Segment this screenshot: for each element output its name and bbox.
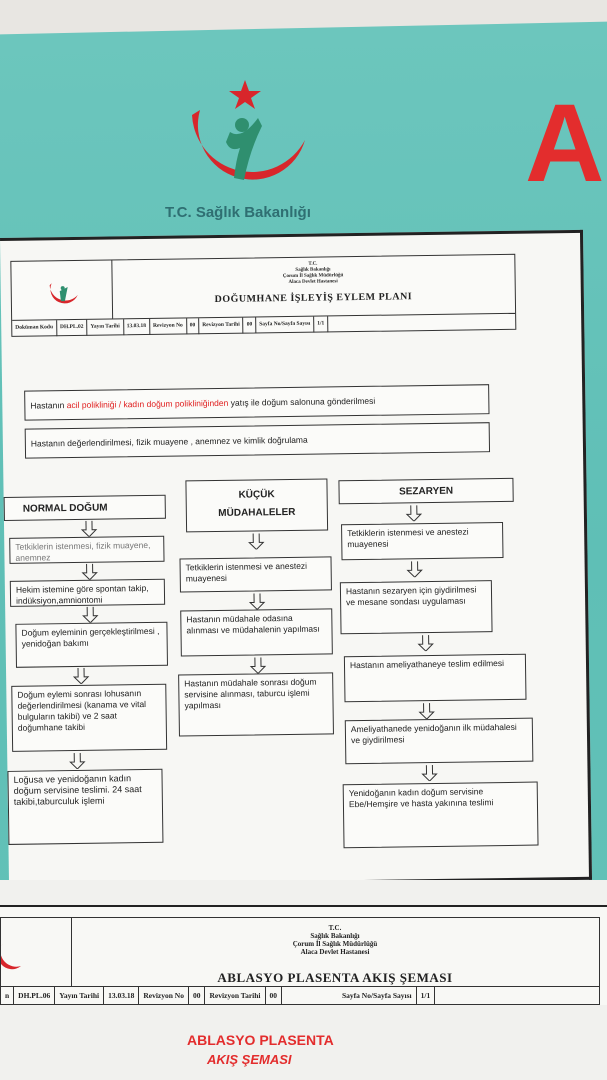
col-minor-step-3: Hastanın müdahale sonrası doğum servisine alınması, taburcu işlemi yapılması — [178, 672, 334, 736]
col-normal-step-1: Tetkiklerin istenmesi, fizik muayene, anemnez — [9, 536, 164, 564]
second-form-header — [0, 917, 600, 1005]
arrow-down-icon — [416, 635, 436, 651]
form-org: T.C. Sağlık Bakanlığı Çorum İl Sağlık Müdürlüğü Alaca Devlet Hastanesi — [282, 261, 344, 285]
arrow-down-icon — [80, 564, 100, 580]
col-cesarean-step-1: Tetkiklerin istenmesi ve anestezi muayenesi — [341, 522, 503, 560]
col-normal-header: NORMAL DOĞUM — [4, 495, 166, 521]
second-form-title: ABLASYO PLASENTA AKIŞ ŞEMASI — [217, 970, 453, 985]
second-form-org: T.C. Sağlık Bakanlığı Çorum İl Sağlık Müdürlüğü Alaca Devlet Hastanesi — [292, 924, 378, 956]
arrow-down-icon — [246, 533, 266, 549]
second-form-meta: n DH.PL.06 Yayın Tarihi 13.03.18 Revizyon No 00 Revizyon Tarihi 00 Sayfa No/Sayfa Sayısı 1/1 — [1, 987, 599, 1005]
arrow-down-icon — [247, 593, 267, 609]
col-normal-step-5: Loğusa ve yenidoğanın kadın doğum servisine teslimi. 24 saat takibi,taburculuk işlemi — [7, 769, 163, 845]
arrow-down-icon — [248, 657, 268, 673]
arrow-down-icon — [419, 765, 439, 781]
form-logo-icon — [1, 936, 27, 976]
step-admission: Hastanın acil polikliniği / kadın doğum polikliniğinden yatış ile doğum salonuna gönderilmesi — [24, 384, 489, 420]
step-evaluation: Hastanın değerlendirilmesi, fizik muayene , anemnez ve kimlik doğrulama — [25, 422, 490, 458]
col-cesarean-header: SEZARYEN — [338, 478, 513, 504]
ministry-name: T.C. Sağlık Bakanlığı — [165, 204, 311, 221]
flowchart-sheet — [0, 230, 592, 888]
footer-title: ABLASYO PLASENTA — [187, 1032, 334, 1048]
arrow-down-icon — [71, 668, 91, 684]
col-cesarean-step-5: Yenidoğanın kadın doğum servisine Ebe/Hemşire ve hasta yakınına teslimi — [343, 782, 539, 849]
poster-big-letter: A — [525, 82, 605, 205]
second-form — [0, 905, 607, 1005]
col-cesarean-step-4: Ameliyathanede yenidoğanın ilk müdahalesi ve giydirilmesi — [345, 718, 534, 765]
col-minor-step-2: Hastanın müdahale odasına alınması ve müdahalenin yapılması — [180, 608, 333, 656]
arrow-down-icon — [404, 505, 424, 521]
form-header — [10, 254, 516, 337]
col-cesarean-step-2: Hastanın sezaryen için giydirilmesi ve mesane sondası uygulaması — [340, 580, 493, 634]
col-normal-step-3: Doğum eyleminin gerçekleştirilmesi , yenidoğan bakımı — [15, 622, 168, 668]
footer-subtitle: AKIŞ ŞEMASI — [207, 1052, 292, 1067]
form-logo-icon — [31, 271, 92, 322]
col-normal-step-2: Hekim istemine göre spontan takip, indüksiyon,amniontomi — [10, 579, 165, 607]
arrow-down-icon — [80, 607, 100, 623]
col-normal-step-4: Doğum eylemi sonrası lohusanın değerlendirilmesi (kanama ve vital bulguların takibi) ve 2 saat doğumhane takibi — [11, 684, 167, 752]
form-title: DOĞUMHANE İŞLEYİŞ EYLEM PLANI — [214, 291, 413, 306]
arrow-down-icon — [67, 753, 87, 769]
arrow-down-icon — [417, 703, 437, 719]
arrow-down-icon — [79, 521, 99, 537]
col-minor-header: KÜÇÜK MÜDAHALELER — [185, 478, 328, 532]
col-cesarean-step-3: Hastanın ameliyathaneye teslim edilmesi — [344, 654, 527, 703]
col-minor-step-1: Tetkiklerin istenmesi ve anestezi muayenesi — [179, 556, 331, 592]
form-meta: Doküman Kodu DH.PL.02 Yayın Tarihi 13.03.18 Revizyon No 00 Revizyon Tarihi 00 Sayfa No/Sayfa Sayısı 1/1 — [12, 314, 515, 337]
arrow-down-icon — [405, 561, 425, 577]
